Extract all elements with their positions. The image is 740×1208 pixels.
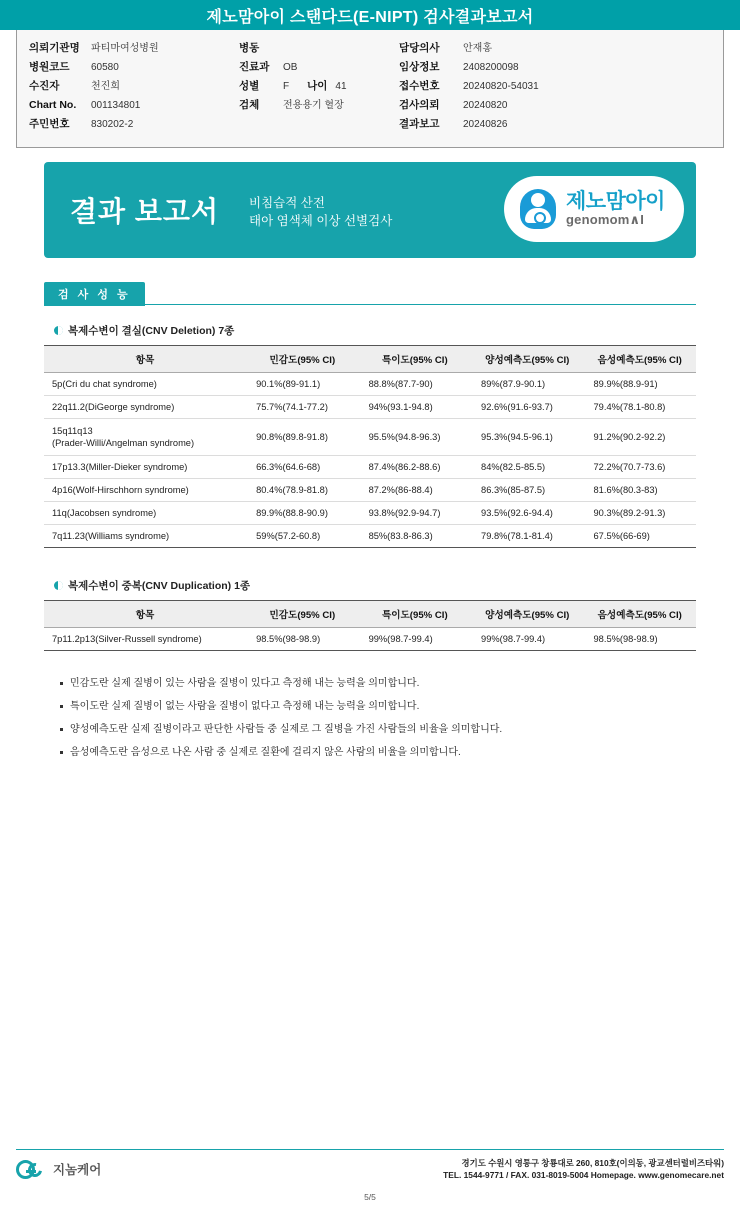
info-label-request-date: 검사의뢰 [399,99,440,111]
genomom-logo [504,176,684,242]
cell-sensitivity: 98.5%(98-98.9) [246,628,358,651]
cell-npv: 72.2%(70.7-73.6) [584,456,696,479]
cell-sensitivity: 90.8%(89.8-91.8) [246,419,358,456]
info-label-sex: 성별 [239,80,260,92]
note-text: 음성예측도란 음성으로 나온 사람 중 실제로 질환에 걸리지 않은 사람의 비율을 의미합니다. [70,747,461,758]
cell-ppv: 99%(98.7-99.4) [471,628,583,651]
section-tab-label: 검 사 성 능 [44,282,145,306]
cell-npv: 89.9%(88.9-91) [584,373,696,396]
table-row [44,396,696,419]
baby-icon [518,187,558,231]
info-value-age: 41 [335,81,347,92]
cell-npv: 91.2%(90.2-92.2) [584,419,696,456]
deletion-title-text: 복제수변이 결실(CNV Deletion) 7종 [68,325,235,337]
table-row [44,525,696,548]
info-value-doctor: 안재홍 [463,43,492,54]
info-row-request-date [399,96,679,115]
section-header [44,282,696,305]
info-label-receipt-no: 접수번호 [399,80,440,92]
cell-ppv: 93.5%(92.6-94.4) [471,502,583,525]
definition-notes [60,677,696,760]
table-row [44,628,696,651]
info-label-specimen: 검체 [239,99,260,111]
col-header-sensitivity: 민감도(95% CI) [246,601,358,628]
info-value-request-date: 20240820 [463,100,508,111]
info-value-report-date: 20240826 [463,119,508,130]
info-value-resident-no: 830202-2 [91,119,134,130]
info-row-receipt-no [399,77,679,96]
info-row-ward [239,39,399,58]
banner-title-block [44,190,219,230]
cnv-deletion-table [44,345,696,548]
table-row [44,373,696,396]
footer-contact: TEL. 1544-9771 / FAX. 031-8019-5004 Homepage. www.genomecare.net [443,1170,724,1180]
note-text: 양성예측도란 실제 질병이라고 판단한 사람들 중 실제로 그 질병을 가진 사람들의 비율을 의미합니다. [70,724,503,735]
bullet-icon [54,326,63,335]
banner-subtitle-line1: 비침습적 산전 [249,196,325,210]
col-header-item: 항목 [44,601,246,628]
info-value-receipt-no: 20240820-54031 [463,81,539,92]
info-label-institution: 의뢰기관명 [29,42,80,54]
page-title: 제노맘아이 스탠다드(E-NIPT) 검사결과보고서 [0,0,740,30]
cell-sensitivity: 75.7%(74.1-77.2) [246,396,358,419]
cell-item: 17p13.3(Miller-Dieker syndrome) [44,456,246,479]
duplication-title-text: 복제수변이 중복(CNV Duplication) 1종 [68,580,251,592]
cell-ppv: 92.6%(91.6-93.7) [471,396,583,419]
footer-brand-name: 지놈케어 [53,1163,102,1177]
cell-specificity: 87.2%(86-88.4) [359,479,471,502]
patient-info-column-1 [29,39,239,134]
banner-subtitle-block [223,190,392,230]
square-bullet-icon [60,682,63,685]
cell-item: 7q11.23(Williams syndrome) [44,525,246,548]
col-header-sensitivity: 민감도(95% CI) [246,346,358,373]
footer-contact-block [443,1157,724,1181]
cell-ppv: 84%(82.5-85.5) [471,456,583,479]
info-value-sex: F [283,81,290,92]
cell-item: 7p11.2p13(Silver-Russell syndrome) [44,628,246,651]
note-text: 특이도란 실제 질병이 없는 사람을 질병이 없다고 측정해 내는 능력을 의미합니다. [70,701,420,712]
table-row [44,419,696,456]
info-label-ward: 병동 [239,42,260,54]
note-item [60,700,696,714]
note-item [60,723,696,737]
table-row [44,456,696,479]
cell-item [44,419,246,456]
cell-npv: 98.5%(98-98.9) [584,628,696,651]
square-bullet-icon [60,728,63,731]
cell-ppv: 89%(87.9-90.1) [471,373,583,396]
cell-sensitivity: 80.4%(78.9-81.8) [246,479,358,502]
cell-specificity: 88.8%(87.7-90) [359,373,471,396]
info-value-clinical-info: 2408200098 [463,62,519,73]
page-number: 5/5 [364,1192,376,1202]
footer-brand-block [16,1160,101,1179]
table-row [44,502,696,525]
genomecare-logo-icon [16,1160,46,1179]
cell-specificity: 94%(93.1-94.8) [359,396,471,419]
square-bullet-icon [60,751,63,754]
patient-info-box [16,30,724,148]
col-header-ppv: 양성예측도(95% CI) [471,601,583,628]
table-row [44,479,696,502]
cell-item-line1: 15q11q13 [52,426,93,436]
note-item [60,677,696,691]
note-text: 민감도란 실제 질병이 있는 사람을 질병이 있다고 측정해 내는 능력을 의미합니다. [70,678,420,689]
cell-item: 22q11.2(DiGeorge syndrome) [44,396,246,419]
footer-divider [16,1149,724,1150]
logo-text-kr: 제노맘아이 [566,190,665,214]
patient-info-column-2 [239,39,399,115]
report-banner [44,162,696,258]
bullet-icon [54,581,63,590]
info-row-chart-no [29,96,239,115]
cell-npv: 79.4%(78.1-80.8) [584,396,696,419]
table-header-row [44,601,696,628]
info-label-doctor: 담당의사 [399,42,440,54]
info-label-department: 진료과 [239,61,270,73]
col-header-specificity: 특이도(95% CI) [359,601,471,628]
cell-specificity: 99%(98.7-99.4) [359,628,471,651]
banner-title: 결과 보고서 [70,196,220,227]
col-header-npv: 음성예측도(95% CI) [584,601,696,628]
info-row-institution [29,39,239,58]
info-value-institution: 파티마여성병원 [91,43,159,54]
info-label-patient-name: 수진자 [29,80,60,92]
col-header-npv: 음성예측도(95% CI) [584,346,696,373]
info-label-age: 나이 [307,80,328,92]
page-footer [16,1152,724,1186]
deletion-subsection-title [54,323,696,338]
info-row-sex-age [239,77,399,96]
cell-item: 4p16(Wolf-Hirschhorn syndrome) [44,479,246,502]
cell-sensitivity: 59%(57.2-60.8) [246,525,358,548]
info-label-hospital-code: 병원코드 [29,61,70,73]
info-label-resident-no: 주민번호 [29,118,70,130]
cell-item-line2: (Prader-Willi/Angelman syndrome) [52,438,195,448]
info-value-hospital-code: 60580 [91,62,119,73]
banner-subtitle-line2: 태아 염색체 이상 선별검사 [249,214,393,228]
info-value-department: OB [283,62,298,73]
cell-sensitivity: 89.9%(88.8-90.9) [246,502,358,525]
cell-specificity: 85%(83.8-86.3) [359,525,471,548]
col-header-ppv: 양성예측도(95% CI) [471,346,583,373]
duplication-subsection-title [54,578,696,593]
cell-ppv: 79.8%(78.1-81.4) [471,525,583,548]
cell-ppv: 86.3%(85-87.5) [471,479,583,502]
info-row-department [239,58,399,77]
cell-npv: 90.3%(89.2-91.3) [584,502,696,525]
cell-npv: 81.6%(80.3-83) [584,479,696,502]
col-header-specificity: 특이도(95% CI) [359,346,471,373]
logo-text-en: genomom∧I [566,212,645,228]
info-label-report-date: 결과보고 [399,118,440,130]
info-row-specimen [239,96,399,115]
info-row-clinical-info [399,58,679,77]
square-bullet-icon [60,705,63,708]
info-value-specimen: 전용용기 혈장 [283,100,344,111]
info-row-doctor [399,39,679,58]
info-value-chart-no: 001134801 [91,100,141,111]
cell-specificity: 95.5%(94.8-96.3) [359,419,471,456]
info-row-report-date [399,115,679,134]
cell-item: 11q(Jacobsen syndrome) [44,502,246,525]
patient-info-column-3 [399,39,679,134]
info-label-clinical-info: 임상정보 [399,61,440,73]
info-row-patient-name [29,77,239,96]
cell-ppv: 95.3%(94.5-96.1) [471,419,583,456]
cell-sensitivity: 90.1%(89-91.1) [246,373,358,396]
cell-specificity: 93.8%(92.9-94.7) [359,502,471,525]
info-row-resident-no [29,115,239,134]
cnv-duplication-table [44,600,696,651]
info-label-chart-no: Chart No. [29,99,77,111]
performance-section [44,282,696,651]
cell-item: 5p(Cri du chat syndrome) [44,373,246,396]
footer-address: 경기도 수원시 영통구 창룡대로 260, 810호(이의동, 광교센터럴비즈타워) [461,1158,724,1168]
note-item [60,746,696,760]
cell-sensitivity: 66.3%(64.6-68) [246,456,358,479]
cell-npv: 67.5%(66-69) [584,525,696,548]
cell-specificity: 87.4%(86.2-88.6) [359,456,471,479]
col-header-item: 항목 [44,346,246,373]
info-row-hospital-code [29,58,239,77]
logo-text [566,191,665,227]
info-value-patient-name: 천진희 [91,81,120,92]
table-header-row [44,346,696,373]
